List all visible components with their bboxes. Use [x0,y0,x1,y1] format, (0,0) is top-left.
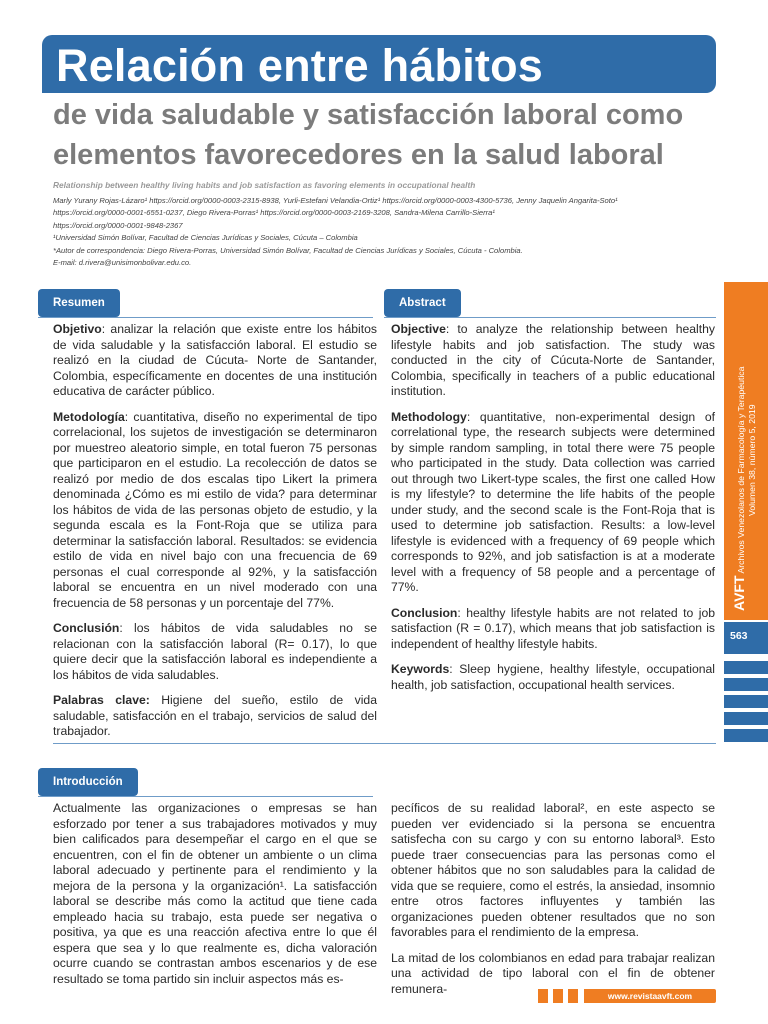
introduccion-label: Introducción [38,768,138,796]
palabras-label: Palabras clave: [53,693,150,707]
palabras-text: Higiene del sueño, estilo de vida saludable, satisfacción en el trabajo, servicios de salud del trabajador. [53,693,377,738]
resumen-palabras [53,693,377,740]
objetivo-label: Objetivo [53,322,102,336]
abstract-label: Abstract [384,289,461,317]
footer-square [568,989,578,1003]
author-line: https://orcid.org/0000-0001-9848-2367 [53,220,183,230]
conclusion-label-en: Conclusion [391,605,458,620]
journal-sidebar-text [724,282,768,620]
sidebar-stripe [724,695,768,708]
abstract-objective [391,322,715,400]
intro-right-column [391,801,715,1007]
author-line: https://orcid.org/0000-0001-6551-0237, Diego Rivera-Porras¹ https://orcid.org/0000-0003-2169-3208, Sandra-Milena Carrillo-Sierra¹ [53,208,495,218]
journal-name: Archivos Venezolanos de Farmacología y Terapéutica [736,366,746,574]
abstract-keywords [391,662,715,693]
intro-rule [38,796,373,797]
metodologia-text: : cuantitativa, diseño no experimental de tipo correlacional, los sujetos de investigación se determinaron por muestreo aleatorio simple, en total fueron 75 personas que participaron en el estudio. La recolección de datos se realizó por medio de dos escalas tipo Likert la primera denominada ¿Cómo es mi estilo de vida? para determinar los hábitos de vida de las personas objeto de estudio, y la segunda escala es la Font-Roja que se utiliza para determinar la satisfacción laboral. Resultados: se evidencia estilo de vida en nivel bajo con una frecuencia de 69 personas el cual corresponde al 92%, y la satisfacción laboral se encuentra en un nivel moderado con una frecuencia de 58 personas y un porcentaje del 77%. [53,409,377,610]
conclusion-label: Conclusión [53,621,120,635]
objective-text: : to analyze the relationship between healthy lifestyle habits and job satisfaction. The study was conducted in the city of Cúcuta-Norte de Santander, Colombia, specifically in teachers of a public educational institution. [391,322,715,398]
resumen-rule [38,317,373,318]
intro-left-column [53,801,377,997]
objective-label: Objective [391,322,446,336]
english-title: Relationship between healthy living habits and job satisfaction as favoring elements in occupational health [53,180,476,190]
section-divider [53,743,716,744]
metodologia-label: Metodología [53,409,125,424]
conclusion-text: : los hábitos de vida saludables no se relacionan con la satisfacción laboral (R= 0.17), lo que quiere decir que la satisfacción laboral es independiente a los hábitos de vida saludables. [53,621,377,682]
journal-abbrev: AVFT [731,575,747,611]
resumen-conclusion [53,621,377,683]
methodology-text: : quantitative, non-experimental design of correlational type, the research subjects were determined by simple random sampling, in total there were 75 people who participated in the study. Data collection was carried out through two Likert-type scales, the first one called How is my lifestyle? to determine the life habits of the people under study, and the second scale is the Font-Roja that is used to determine job satisfaction. Results: a low-level lifestyle is evidenced with a frequency of 69 people which corresponds to 92%, and job satisfaction is at a moderate level with a frequency of 58 people and a percentage of 77%. [391,409,715,594]
keywords-label: Keywords [391,662,450,676]
footer-square [538,989,548,1003]
abstract-methodology [391,410,715,596]
abstract-rule [384,317,716,318]
abstract-conclusion [391,606,715,653]
page-number: 563 [724,622,768,654]
intro-paragraph: La mitad de los colombianos en edad para trabajar realizan una actividad de tipo laboral con el fin de obtener remunera- [391,950,715,996]
email: E-mail: d.rivera@unisimonbolivar.edu.co. [53,258,192,268]
author-block [53,195,717,269]
methodology-label: Methodology [391,409,467,424]
sidebar-stripe [724,661,768,674]
sidebar-stripe [724,712,768,725]
intro-paragraph: pecíficos de su realidad laboral², en este aspecto se pueden ver evidenciado si la persona se encuentra satisfecha con su cargo y con su entorno laboral³. Esto puede traer consecuencias para las personas como el obtener hábitos que no son saludables para la calidad de vida que se requiere, como el estrés, la ansiedad, insomnio entre otros factores influyentes y también las organizaciones pueden obtener resultados que no son favorables para el rendimiento de la empresa. [391,801,715,939]
article-title: Relación entre hábitos [56,40,544,91]
keywords-text: : Sleep hygiene, healthy lifestyle, occupational health, job satisfaction, occupational health services. [391,662,715,692]
footer-square [553,989,563,1003]
intro-paragraph: Actualmente las organizaciones o empresas se han esforzado por tener a sus trabajadores motivados y muy bien calificados para desempeñar el cargo en el que se encuentren, con el fin de obtener un ambiente o un clima laboral adecuado y pertinente para el rendimiento y la mejora de la persona y la organización¹. La satisfacción laboral se describe más como la actitud que tiene cada empleado hacia su trabajo, esta puede ser negativa o positiva, ya que es una reacción afectiva entre lo que él espera que sea y lo que realmente es, dicha valoración ocurre cuando se contrastan ambos escenarios y de ese resultado se toma partido sin incluir aspectos más es- [53,801,377,986]
sidebar-stripe [724,678,768,691]
correspondence: *Autor de correspondencia: Diego Rivera-Porras, Universidad Simón Bolívar, Facultad de Ciencias Jurídicas y Sociales, Cúcuta - Colombia. [53,245,523,255]
sidebar-stripe [724,729,768,742]
conclusion-text-en: : healthy lifestyle habits are not related to job satisfaction (R = 0.17), which means that job satisfaction is independent of healthy lifestyle habits. [391,605,715,651]
resumen-objetivo [53,322,377,400]
author-line: Marly Yurany Rojas-Lázaro¹ https://orcid.org/0000-0003-2315-8938, Yurli-Estefani Velandia-Ortiz¹ https://orcid.org/0000-0003-4300-5736, Jenny Jaquelin Angarita-Soto¹ [53,196,618,205]
affiliation: ¹Universidad Simón Bolívar, Facultad de Ciencias Jurídicas y Sociales, Cúcuta – Colombia [53,233,358,243]
objetivo-text: : analizar la relación que existe entre los hábitos de vida saludable y la satisfacción laboral. El estudio se realizó en la ciudad de Cúcuta- Norte de Santander, Colombia, específicamente en docentes de una institución educativa de carácter público. [53,322,377,398]
footer-website-link[interactable]: www.revistaavft.com [584,989,716,1003]
resumen-metodologia [53,410,377,612]
article-subtitle: de vida saludable y satisfacción laboral como elementos favorecedores en la salud laboral [53,99,684,171]
abstract-column [391,322,715,703]
resumen-column [53,322,377,750]
resumen-label: Resumen [38,289,120,317]
journal-volume: Volumen 38, número 5, 2019 [747,404,757,516]
